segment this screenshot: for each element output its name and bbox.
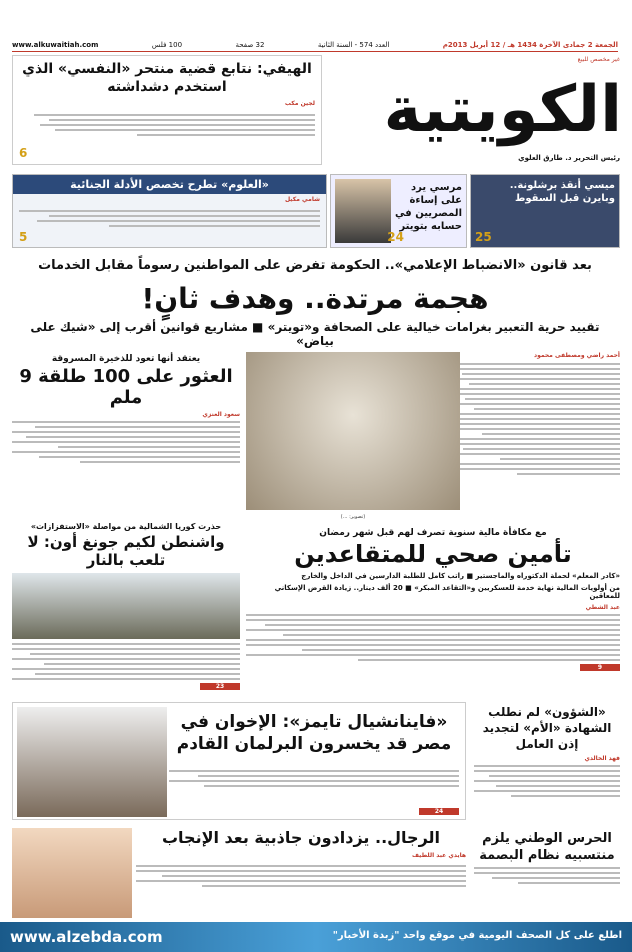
editor: رئيس التحرير د. طارق العلوي [518, 154, 620, 162]
main-photo [246, 352, 460, 510]
korea-photo [12, 573, 240, 639]
teaser-morsi-title: مرسي يرد على إساءة المصريين في حسابه بتويتر [395, 182, 462, 232]
main-article [448, 352, 620, 478]
main-photo-caption: (تصوير: ...) [340, 514, 366, 520]
retirees-sub2: من أولويات المالية نهاية خدمة للعسكريين و«التقاعد المبكر» ■ 20 ألف دينار.. زيادة القرض الإسكاني للمعاقين [274, 584, 620, 600]
pages: 32 صفحة [235, 40, 265, 49]
ammo-story[interactable] [12, 354, 240, 466]
ft-photo [17, 707, 167, 817]
tagline: غير مخصص للبيع [577, 56, 620, 63]
teaser-science-page: 5 [19, 230, 28, 244]
ft-page: 24 [419, 808, 459, 815]
lead-story-page: 6 [19, 146, 28, 160]
teaser-messi-page: 25 [475, 230, 492, 244]
website-link[interactable]: www.alkuwaitiah.com [12, 40, 99, 49]
footer-banner[interactable] [0, 922, 632, 952]
teaser-science[interactable] [12, 174, 327, 248]
korea-page: 23 [200, 683, 240, 690]
teaser-morsi[interactable] [330, 174, 467, 248]
ft-story[interactable] [12, 702, 466, 820]
retirees-author: عبد الشطي [585, 604, 620, 611]
date: الجمعة 2 جمادى الآخرة 1434 هـ / 12 أبريل 2013م [442, 40, 618, 49]
shoun-title: «الشؤون» لم نطلب الشهادة «الأم» لتجديد إذن العامل [482, 705, 612, 751]
shoun-author: فهد الخالدي [584, 755, 620, 762]
main-headline[interactable]: هجمة مرتدة.. وهدف ثانٍ! [141, 282, 489, 315]
retirees-title: تأمين صحي للمتقاعدين [294, 540, 572, 568]
issue: العدد 574 - السنة الثانية [317, 40, 390, 49]
korea-story[interactable] [12, 522, 240, 690]
retirees-page: 9 [580, 664, 620, 671]
masthead-logo: الكويتية [383, 73, 622, 147]
main-subheadline: تقييد حرية التعبير بغرامات خيالية على الصحافة و«تويتر» ■ مشاريع قوانين أقرب إلى «شيك على بياض» [30, 320, 600, 348]
lead-story-title: الهيفي: نتابع قضية منتحر «النفسي» الذي استخدم دشداشته [22, 61, 312, 95]
teaser-messi[interactable] [470, 174, 620, 248]
teaser-science-author: شامي مكيل [284, 196, 320, 203]
teaser-messi-title: ميسي أنقذ برشلونة.. وبايرن قبل السقوط [509, 180, 615, 204]
lead-story-author: لجين مكب [284, 100, 315, 107]
korea-title: واشنطن لكيم جونغ أون: لا تلعب بالنار [27, 533, 225, 569]
ammo-kicker: يعتقد أنها تعود للذخيرة المسروقة [51, 354, 201, 364]
lead-story[interactable] [12, 55, 322, 165]
retirees-story[interactable] [246, 528, 620, 671]
retirees-kicker: مع مكافأة مالية سنوية تصرف لهم قبل شهر رمضان [319, 528, 547, 538]
guard-title: الحرس الوطني يلزم منتسبيه نظام البصمة [479, 831, 615, 863]
retirees-sub1: «كادر المعلم» لحملة الدكتوراه والماجستير ■ راتب كامل للطلبة الدارسين في الداخل والخارج [301, 572, 620, 580]
ammo-author: سعود العنزي [202, 411, 240, 418]
korea-kicker: حذرت كوريا الشمالية من مواصلة «الاستفزازات» [30, 522, 222, 531]
men-author: هايدي عبد اللطيف [411, 852, 466, 859]
men-title: الرجال.. يزدادون جاذبية بعد الإنجاب [161, 828, 441, 847]
teaser-science-title: «العلوم» تطرح تخصص الأدلة الجنائية [13, 175, 326, 194]
men-photo [12, 828, 132, 918]
footer-website[interactable]: www.alzebda.com [10, 928, 163, 946]
men-story[interactable] [12, 828, 466, 918]
guard-story[interactable] [474, 830, 620, 887]
price: 100 فلس [151, 40, 183, 49]
main-author: أحمد راضي ومصطفى محمود [533, 352, 620, 359]
ammo-title: العثور على 100 طلقة 9 ملم [19, 366, 233, 408]
footer-slogan: اطلع على كل الصحف اليومية في موقع واحد "زبدة الأخبار" [332, 930, 622, 941]
main-kicker: بعد قانون «الانضباط الإعلامي».. الحكومة تفرض على المواطنين رسوماً مقابل الخدمات [38, 258, 592, 273]
morsi-photo [335, 179, 391, 243]
shoun-story[interactable] [474, 704, 620, 800]
header-bar [12, 38, 618, 52]
ft-title: «فاينانشيال تايمز»: الإخوان في مصر قد يخسرون البرلمان القادم [176, 712, 452, 754]
teaser-morsi-page: 24 [387, 230, 404, 244]
